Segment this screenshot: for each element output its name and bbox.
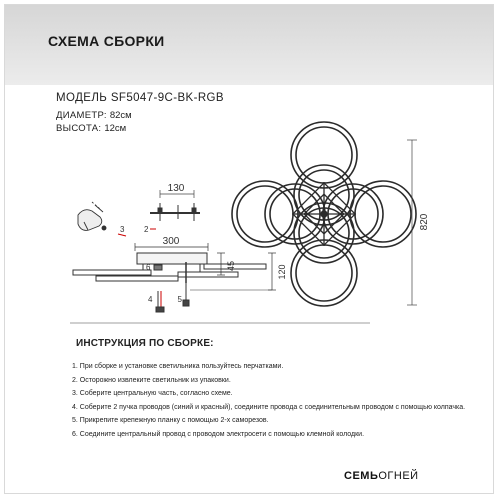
brand-part-2: ОГНЕЙ	[378, 470, 419, 482]
page-title: СХЕМА СБОРКИ	[48, 33, 165, 49]
step-6-label: 6	[146, 263, 151, 272]
terminal-block-step-6	[154, 264, 162, 270]
side-view	[73, 243, 276, 290]
instructions-title: ИНСТРУКЦИЯ ПО СБОРКЕ:	[76, 338, 214, 349]
dim-820-label: 820	[419, 213, 430, 231]
instruction-item: 2. Осторожно извлеките светильник из упаковки.	[72, 376, 231, 384]
height-label: ВЫСОТА:	[56, 123, 102, 134]
instructions-list	[72, 362, 472, 443]
ring-bottom	[291, 240, 357, 306]
instruction-item: 6. Соедините центральный провод с проводом электросети с помощью клемной колодки.	[72, 430, 365, 438]
center-hub	[321, 211, 327, 217]
instruction-item: 1. При сборке и установке светильника пользуйтесь перчатками.	[72, 363, 284, 370]
instruction-item: 5. Прикрепите крепежную планку с помощью 2-х саморезов.	[72, 417, 269, 424]
model-label: МОДЕЛЬ	[56, 92, 108, 104]
mounting-plate	[150, 203, 200, 221]
step-5-label: 5	[177, 295, 182, 304]
divider	[70, 322, 370, 324]
wire-connector-step-5	[183, 283, 189, 306]
installation-sketch	[78, 202, 106, 230]
dim-300-label: 300	[162, 236, 180, 247]
dim-130-label: 130	[167, 183, 185, 194]
ring-top	[291, 122, 357, 188]
wire-connector-step-4	[156, 291, 164, 312]
instruction-item: 3. Соберите центральную часть, согласно схеме.	[72, 390, 233, 397]
model-value: SF5047-9C-BK-RGB	[110, 92, 224, 104]
step-2-label: 2	[144, 225, 149, 234]
step-3-label: 3	[120, 225, 125, 234]
brand-part-1: СЕМЬ	[344, 470, 379, 482]
diameter-value: 82см	[109, 110, 132, 121]
top-view-fixture	[232, 122, 416, 306]
diameter-label: ДИАМЕТР:	[56, 110, 107, 121]
brand-logo	[344, 470, 419, 482]
height-value: 12см	[104, 123, 127, 134]
dim-45-label: 45	[226, 260, 236, 272]
step-3-arrow	[118, 234, 126, 236]
instruction-item: 4. Соберите 2 пучка проводов (синий и красный), соедините провода с соединительным проводом с помощью колпачка.	[72, 403, 466, 411]
dim-120-label: 120	[277, 264, 287, 280]
step-4-label: 4	[148, 295, 153, 304]
